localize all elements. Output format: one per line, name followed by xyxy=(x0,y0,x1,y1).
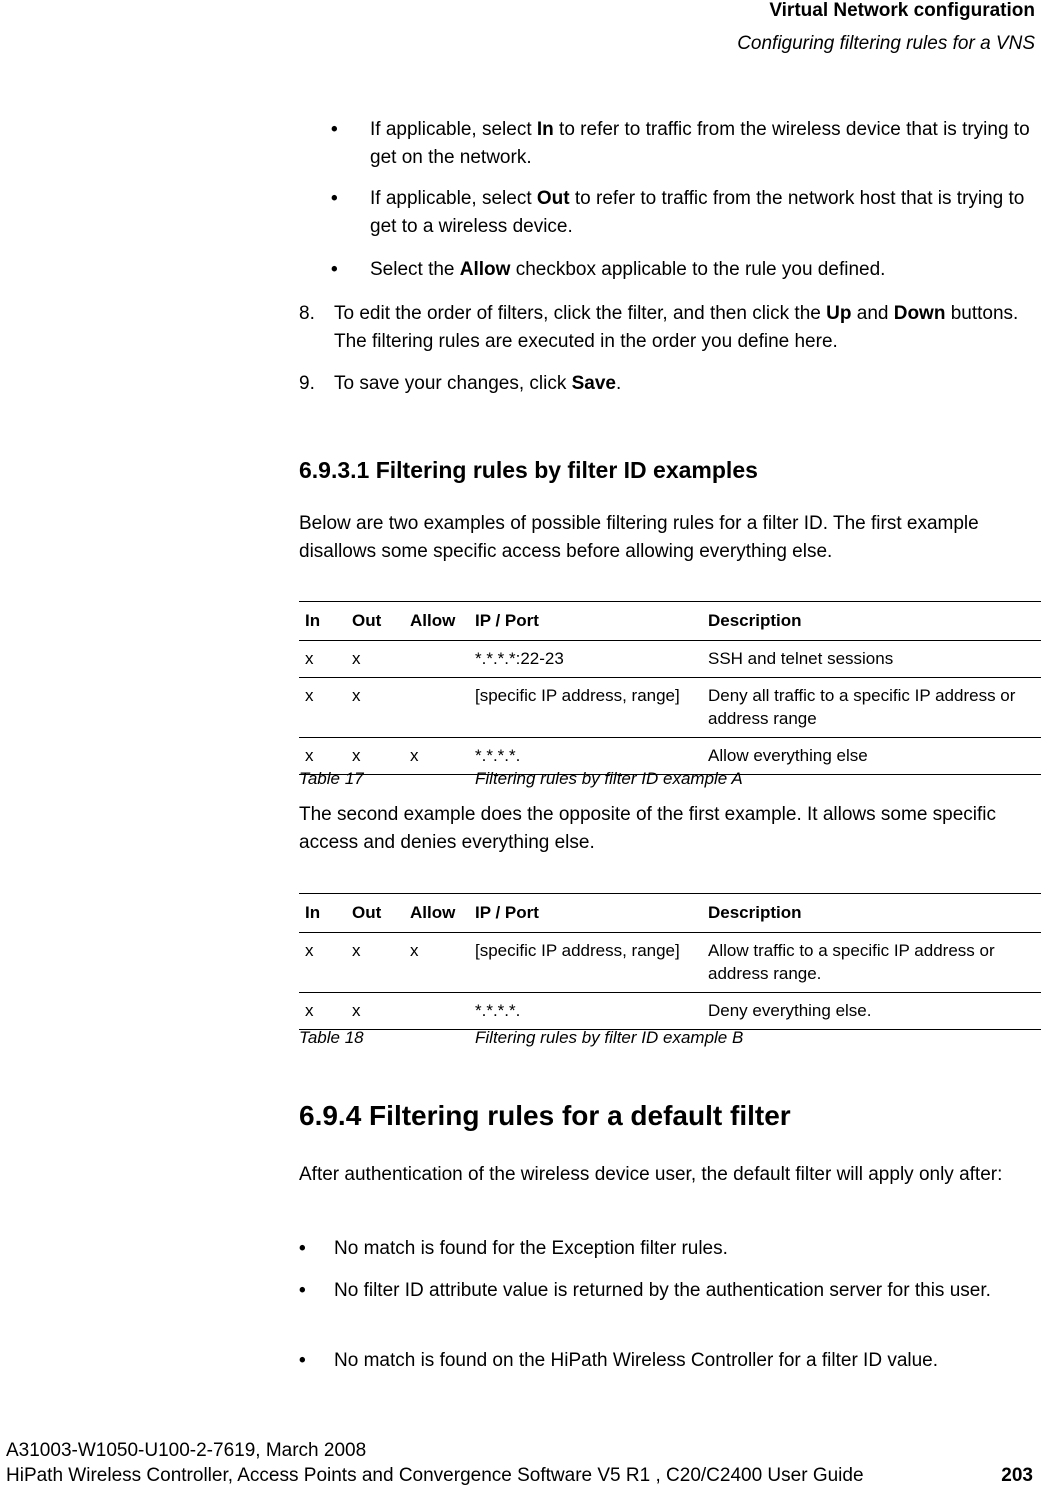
table-header-row xyxy=(299,894,1041,933)
table-cell: x xyxy=(352,649,361,668)
table-row xyxy=(299,678,1041,738)
step-9: 9. To save your changes, click Save. xyxy=(299,373,622,394)
section-intro: Below are two examples of possible filtering rules for a filter ID. The first example disallows some specific access before allowing everything else. xyxy=(299,513,979,562)
section-heading-6-9-3-1: 6.9.3.1 Filtering rules by filter ID examples xyxy=(299,457,758,483)
table-caption-18: Table 18 Filtering rules by filter ID example B xyxy=(299,1028,744,1047)
footer-doc-id: A31003-W1050-U100-2-7619, March 2008 xyxy=(6,1440,367,1461)
table-cell: x xyxy=(352,746,361,765)
col-header-out: Out xyxy=(352,903,382,922)
table-cell: x xyxy=(305,686,314,705)
step-8: 8. To edit the order of filters, click the filter, and then click the Up and Down buttons. The filtering rules are executed in the order you define here. xyxy=(299,303,1019,352)
table-caption-17: Table 17 Filtering rules by filter ID example A xyxy=(299,769,743,788)
col-header-ip-port: IP / Port xyxy=(475,903,539,922)
page-number: 203 xyxy=(1001,1465,1033,1486)
table-cell: Allow traffic to a specific IP address or address range. xyxy=(708,941,995,983)
table-cell: x xyxy=(410,746,419,765)
table-filter-example-a xyxy=(299,601,1041,775)
col-header-allow: Allow xyxy=(410,903,456,922)
table-filter-example-b xyxy=(299,893,1041,1030)
col-header-ip-port: IP / Port xyxy=(475,611,539,630)
table-cell: [specific IP address, range] xyxy=(475,686,680,705)
table-cell: x xyxy=(352,941,361,960)
table-cell: x xyxy=(305,746,314,765)
col-header-allow: Allow xyxy=(410,611,456,630)
table-row xyxy=(299,993,1041,1030)
bullet-item: • No match is found for the Exception filter rules. xyxy=(299,1235,1029,1263)
table-cell: x xyxy=(410,941,419,960)
bullet-glyph: • xyxy=(331,119,338,140)
table-cell: Deny all traffic to a specific IP address or address range xyxy=(708,686,1016,728)
table-header-row xyxy=(299,602,1041,641)
table-cell: x xyxy=(305,649,314,668)
bullet-glyph: • xyxy=(299,1280,306,1301)
bullet-glyph: • xyxy=(299,1238,306,1259)
table-row xyxy=(299,641,1041,678)
footer-guide-title: HiPath Wireless Controller, Access Points and Convergence Software V5 R1 , C20/C2400 User Guide xyxy=(6,1465,864,1486)
bullet-glyph: • xyxy=(299,1350,306,1371)
running-header-subtitle: Configuring filtering rules for a VNS xyxy=(737,33,1035,54)
table-cell: x xyxy=(305,941,314,960)
section-heading-6-9-4: 6.9.4 Filtering rules for a default filter xyxy=(299,1100,791,1131)
between-tables-text: The second example does the opposite of the first example. It allows some specific access and denies everything else. xyxy=(299,804,997,853)
table-cell: Deny everything else. xyxy=(708,1001,872,1020)
table-cell: *.*.*.*. xyxy=(475,746,521,765)
table-cell xyxy=(404,641,469,678)
col-header-in: In xyxy=(305,611,321,630)
table-cell: *.*.*.*. xyxy=(475,1001,521,1020)
bullet-glyph: • xyxy=(331,188,338,209)
table-cell: SSH and telnet sessions xyxy=(708,649,894,668)
col-header-in: In xyxy=(305,903,321,922)
table-cell: *.*.*.*:22-23 xyxy=(475,649,564,668)
bullet-item-out: • If applicable, select Out to refer to traffic from the network host that is trying to get to a wireless device. xyxy=(331,185,1031,241)
col-header-description: Description xyxy=(708,903,802,922)
bullet-item-allow: • Select the Allow checkbox applicable to the rule you defined. xyxy=(331,256,1031,284)
bullet-item: • No filter ID attribute value is returned by the authentication server for this user. xyxy=(299,1277,1029,1305)
table-cell xyxy=(404,678,469,738)
running-header-title: Virtual Network configuration xyxy=(769,0,1035,21)
bullet-item-in: • If applicable, select In to refer to traffic from the wireless device that is trying to get on the network. xyxy=(331,116,1031,172)
table-cell: x xyxy=(352,686,361,705)
table-cell xyxy=(404,993,469,1030)
table-cell: Allow everything else xyxy=(708,746,868,765)
bullet-glyph: • xyxy=(331,259,338,280)
section2-intro: After authentication of the wireless device user, the default filter will apply only after: xyxy=(299,1164,1003,1185)
table-row xyxy=(299,933,1041,993)
col-header-out: Out xyxy=(352,611,382,630)
table-cell: x xyxy=(352,1001,361,1020)
table-cell: [specific IP address, range] xyxy=(475,941,680,960)
bullet-item: • No match is found on the HiPath Wireless Controller for a filter ID value. xyxy=(299,1347,1029,1375)
table-cell: x xyxy=(305,1001,314,1020)
col-header-description: Description xyxy=(708,611,802,630)
